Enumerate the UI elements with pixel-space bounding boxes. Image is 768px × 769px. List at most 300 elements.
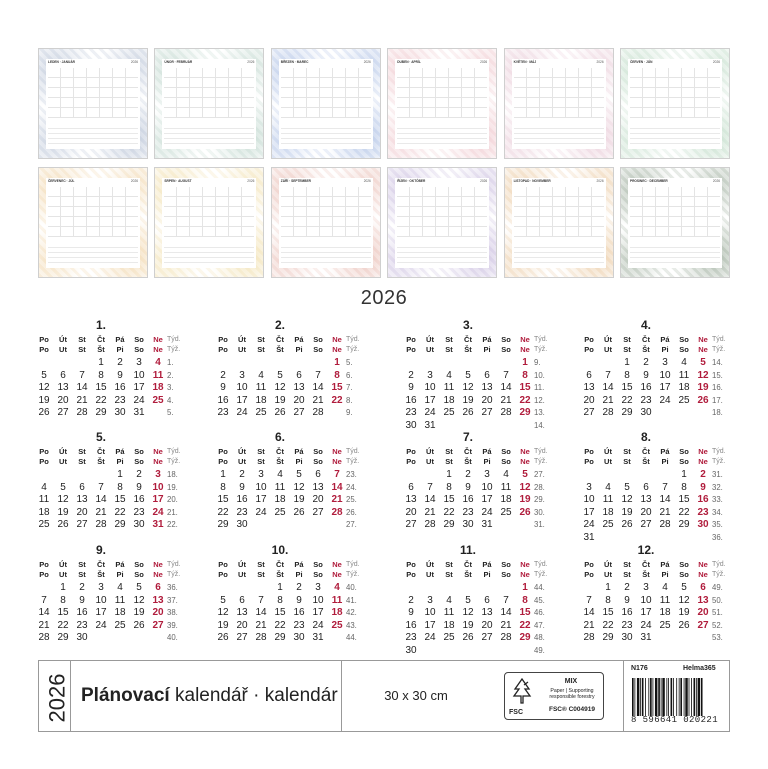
footer-bar	[38, 660, 730, 732]
weekday-header: Pi	[661, 457, 669, 466]
day-cell: 12	[621, 494, 633, 505]
weekday-header: Po	[406, 345, 416, 354]
weekday-header: Čt	[97, 447, 105, 456]
day-cell: 4	[681, 357, 687, 368]
weekday-header: So	[501, 447, 511, 456]
day-cell: 10	[133, 369, 145, 381]
day-cell: 14	[331, 481, 343, 493]
day-cell: 3	[427, 369, 433, 381]
day-cell: 30	[621, 632, 633, 643]
day-cell: 26	[274, 407, 286, 418]
barcode-bar	[671, 678, 673, 716]
weekday-header: Út	[59, 447, 67, 456]
day-cell: 19	[519, 494, 531, 505]
day-cell: 9	[624, 594, 630, 606]
day-cell: 10	[424, 382, 436, 393]
barcode-bar	[662, 678, 664, 716]
day-cell: 2	[643, 357, 649, 368]
weekday-header: Pá	[660, 560, 670, 569]
day-cell: 2	[408, 594, 414, 606]
day-cell: 21	[602, 394, 614, 406]
week-number-header: Týd.	[534, 336, 548, 343]
day-cell: 9	[408, 382, 414, 393]
day-cell: 17	[659, 382, 671, 393]
week-number: 5.	[167, 408, 174, 417]
day-cell: 29	[217, 519, 229, 530]
month-thumbnail	[271, 167, 381, 278]
week-number: 40.	[167, 633, 178, 642]
day-cell: 5	[41, 369, 47, 381]
day-cell: 9	[643, 369, 649, 381]
thumbnail-notes	[514, 243, 604, 265]
day-cell: 15	[114, 494, 126, 505]
day-cell: 19	[274, 394, 286, 406]
day-cell: 14	[659, 494, 671, 505]
weekday-header: Út	[604, 560, 612, 569]
day-cell: 24	[640, 619, 652, 631]
week-number: 26.	[346, 507, 357, 517]
day-cell: 10	[255, 481, 267, 493]
day-cell: 29	[57, 632, 69, 643]
day-cell: 23	[640, 394, 652, 406]
day-cell: 23	[405, 407, 417, 418]
day-cell: 13	[57, 382, 69, 393]
weekday-header: So	[501, 457, 511, 466]
day-cell: 22	[217, 506, 229, 518]
week-number: 1.	[167, 358, 174, 367]
day-cell: 26	[678, 619, 690, 631]
weekday-header: Ut	[604, 457, 612, 466]
day-cell: 6	[408, 481, 414, 493]
day-cell: 27	[697, 619, 709, 631]
weekday-header: Ut	[238, 457, 246, 466]
month-title: 5.	[95, 430, 106, 444]
week-number-header: Týd.	[712, 561, 726, 568]
weekday-header: So	[679, 345, 689, 354]
weekday-header: Út	[238, 447, 246, 456]
day-cell: 12	[462, 382, 474, 393]
week-number: 46.	[534, 608, 545, 617]
day-cell: 21	[331, 494, 343, 505]
day-cell: 11	[38, 494, 50, 505]
weekday-header: Pá	[115, 447, 125, 456]
month-thumbnail	[154, 48, 264, 159]
weekday-header: Pi	[116, 457, 124, 466]
month-thumbnail	[620, 167, 730, 278]
day-cell: 22	[602, 619, 614, 631]
thumbnail-grid	[48, 187, 138, 237]
thumbnail-label: PROSINEC · DECEMBER	[630, 179, 668, 183]
day-cell: 18	[114, 607, 126, 618]
day-cell: 2	[296, 582, 302, 593]
weekday-header: Pá	[294, 447, 304, 456]
day-cell: 17	[583, 506, 595, 518]
day-cell: 19	[678, 607, 690, 618]
day-cell: 25	[500, 506, 512, 518]
day-cell: 21	[500, 619, 512, 631]
day-cell: 1	[277, 582, 283, 593]
thumbnail-label: LISTOPAD · NOVEMBER	[513, 179, 551, 183]
day-cell: 11	[255, 382, 267, 393]
day-cell: 20	[152, 607, 164, 618]
day-cell: 19	[217, 619, 229, 631]
thumbnail-notes	[630, 124, 720, 146]
day-cell: 15	[602, 607, 614, 618]
week-number: 12.	[534, 395, 545, 405]
weekday-header: So	[313, 335, 323, 344]
weekday-header: So	[501, 570, 511, 579]
day-cell: 26	[519, 506, 531, 518]
barcode-bar	[680, 678, 682, 716]
week-number: 2.	[167, 370, 174, 380]
day-cell: 7	[98, 481, 104, 493]
week-number: 4.	[167, 395, 174, 405]
day-cell: 7	[662, 481, 668, 493]
weekday-header: St	[257, 447, 265, 456]
week-number-header: Týd.	[712, 448, 726, 455]
day-cell: 19	[462, 394, 474, 406]
barcode-bar	[666, 678, 667, 716]
weekday-header: Pá	[482, 560, 492, 569]
day-cell: 10	[640, 594, 652, 606]
weekday-header: St	[78, 345, 86, 354]
weekday-header: Út	[59, 335, 67, 344]
thumbnail-year: 2026	[363, 179, 371, 183]
week-number-header: Týž.	[712, 458, 726, 465]
day-cell: 16	[293, 607, 305, 618]
day-cell: 27	[76, 519, 88, 530]
day-cell: 22	[331, 394, 343, 406]
week-number: 50.	[712, 595, 723, 605]
weekday-header: St	[78, 457, 86, 466]
day-cell: 17	[312, 607, 324, 618]
weekday-header: Ut	[59, 345, 67, 354]
weekday-header: Pi	[483, 345, 491, 354]
thumbnail-grid	[514, 68, 604, 118]
weekday-header: Ut	[604, 345, 612, 354]
day-cell: 23	[217, 407, 229, 418]
day-cell: 5	[700, 357, 706, 368]
thumbnail-notes	[397, 243, 487, 265]
day-cell: 27	[481, 632, 493, 643]
day-cell: 9	[239, 481, 245, 493]
thumbnail-label: BŘEZEN · MAREC	[280, 60, 309, 64]
weekday-header: Út	[604, 335, 612, 344]
thumbnail-year: 2026	[363, 60, 371, 64]
weekday-header: Po	[584, 335, 594, 344]
weekday-header: Ne	[153, 457, 163, 466]
weekday-header: Ut	[238, 570, 246, 579]
thumbnail-year: 2026	[247, 179, 255, 183]
footer-year: 2026	[44, 673, 70, 723]
day-cell: 28	[95, 519, 107, 530]
day-cell: 11	[443, 382, 455, 393]
fsc-tree-icon	[511, 677, 533, 705]
week-number: 53.	[712, 633, 723, 642]
weekday-header: Po	[39, 457, 49, 466]
weekday-header: Pá	[482, 335, 492, 344]
day-cell: 8	[220, 481, 226, 493]
day-cell: 12	[293, 481, 305, 493]
day-cell: 13	[236, 607, 248, 618]
week-number: 47.	[534, 620, 545, 630]
day-cell: 26	[217, 632, 229, 643]
weekday-header: Po	[218, 570, 228, 579]
week-number: 18.	[167, 470, 178, 479]
day-cell: 19	[462, 619, 474, 631]
weekday-header: So	[134, 345, 144, 354]
weekday-header: So	[679, 570, 689, 579]
week-number-header: Týž.	[712, 571, 726, 578]
week-number: 49.	[712, 583, 723, 592]
weekday-header: Po	[218, 447, 228, 456]
day-cell: 7	[503, 369, 509, 381]
week-number: 23.	[346, 470, 357, 479]
day-cell: 5	[465, 594, 471, 606]
week-number: 41.	[346, 595, 357, 605]
thumbnail-grid	[630, 187, 720, 237]
month-thumbnail	[504, 167, 614, 278]
thumbnail-page	[46, 59, 140, 149]
day-cell: 25	[331, 619, 343, 631]
barcode-bar	[655, 678, 657, 716]
day-cell: 4	[117, 582, 123, 593]
weekday-header: Št	[276, 457, 284, 466]
weekday-header: Čt	[464, 560, 472, 569]
thumbnail-label: ÚNOR · FEBRUÁR	[164, 60, 193, 64]
weekday-header: Pá	[294, 560, 304, 569]
barcode-bar	[685, 678, 687, 716]
day-cell: 28	[602, 407, 614, 418]
thumbnail-strip	[38, 48, 730, 278]
day-cell: 13	[76, 494, 88, 505]
barcode-bar	[701, 678, 703, 716]
day-cell: 21	[312, 394, 324, 406]
day-cell: 20	[697, 607, 709, 618]
weekday-header: St	[445, 335, 453, 344]
day-cell: 12	[462, 607, 474, 618]
weekday-header: St	[623, 457, 631, 466]
product-size: 30 x 30 cm	[384, 688, 448, 703]
barcode-bar	[642, 678, 644, 716]
day-cell: 20	[57, 394, 69, 406]
weekday-header: Čt	[464, 447, 472, 456]
weekday-header: Št	[97, 457, 105, 466]
day-cell: 23	[621, 619, 633, 631]
day-cell: 31	[640, 632, 652, 643]
week-number: 27.	[534, 470, 545, 479]
day-cell: 14	[76, 382, 88, 393]
week-number: 44.	[346, 633, 357, 642]
day-cell: 7	[605, 369, 611, 381]
day-cell: 23	[236, 506, 248, 518]
thumbnail-notes	[48, 124, 138, 146]
month-thumbnail	[154, 167, 264, 278]
day-cell: 17	[424, 619, 436, 631]
weekday-header: Ut	[59, 570, 67, 579]
day-cell: 15	[57, 607, 69, 618]
month-thumbnail	[387, 48, 497, 159]
day-cell: 2	[79, 582, 85, 593]
week-number-header: Týd.	[346, 448, 360, 455]
day-cell: 3	[239, 369, 245, 381]
weekday-header: St	[445, 447, 453, 456]
day-cell: 30	[405, 419, 417, 431]
weekday-header: Čt	[642, 447, 650, 456]
weekday-header: So	[679, 457, 689, 466]
week-number: 43.	[346, 620, 357, 630]
weekday-header: Po	[218, 335, 228, 344]
weekday-header: Ne	[520, 570, 530, 579]
day-cell: 19	[38, 394, 50, 406]
day-cell: 18	[659, 607, 671, 618]
weekday-header: So	[501, 560, 511, 569]
weekday-header: Št	[642, 345, 650, 354]
day-cell: 28	[659, 519, 671, 530]
weekday-header: Ne	[332, 457, 342, 466]
weekday-header: Ne	[153, 447, 163, 456]
day-cell: 10	[659, 369, 671, 381]
weekday-header: St	[78, 447, 86, 456]
weekday-header: Čt	[276, 560, 284, 569]
day-cell: 6	[484, 594, 490, 606]
day-cell: 25	[38, 519, 50, 530]
day-cell: 14	[583, 607, 595, 618]
thumbnail-page	[279, 178, 373, 268]
barcode-bar	[650, 678, 652, 716]
day-cell: 11	[152, 369, 164, 381]
month-title: 9.	[95, 543, 106, 557]
day-cell: 15	[274, 607, 286, 618]
thumbnail-year: 2026	[247, 60, 255, 64]
day-cell: 10	[424, 607, 436, 618]
day-cell: 30	[133, 519, 145, 530]
day-cell: 24	[659, 394, 671, 406]
day-cell: 1	[98, 357, 104, 368]
day-cell: 16	[236, 494, 248, 505]
day-cell: 26	[133, 619, 145, 631]
barcode-bar	[684, 678, 685, 716]
day-cell: 25	[114, 619, 126, 631]
thumbnail-page	[628, 59, 722, 149]
weekday-header: Pi	[116, 570, 124, 579]
day-cell: 12	[57, 494, 69, 505]
day-cell: 24	[583, 519, 595, 530]
weekday-header: Ne	[698, 345, 708, 354]
weekday-header: Ne	[698, 570, 708, 579]
day-cell: 26	[38, 407, 50, 418]
weekday-header: Po	[218, 457, 228, 466]
day-cell: 19	[133, 607, 145, 618]
day-cell: 3	[662, 357, 668, 368]
day-cell: 18	[602, 506, 614, 518]
month-title: 1.	[95, 318, 106, 332]
weekday-header: St	[78, 335, 86, 344]
day-cell: 10	[236, 382, 248, 393]
weekday-header: Po	[406, 447, 416, 456]
day-cell: 11	[678, 369, 690, 381]
week-number: 37.	[167, 595, 178, 605]
day-cell: 27	[152, 619, 164, 631]
week-number: 16.	[712, 383, 723, 392]
day-cell: 4	[503, 469, 509, 480]
day-cell: 24	[152, 506, 164, 518]
day-cell: 26	[621, 519, 633, 530]
day-cell: 21	[38, 619, 50, 631]
day-cell: 4	[334, 582, 340, 593]
week-number: 20.	[167, 495, 178, 504]
day-cell: 1	[624, 357, 630, 368]
day-cell: 7	[315, 369, 321, 381]
weekday-header: Čt	[97, 560, 105, 569]
week-number: 24.	[346, 482, 357, 492]
week-number: 10.	[534, 370, 545, 380]
week-number-header: Týž.	[712, 346, 726, 353]
weekday-header: St	[445, 345, 453, 354]
weekday-header: St	[623, 447, 631, 456]
weekday-header: Čt	[642, 335, 650, 344]
week-number-header: Týd.	[167, 336, 181, 343]
weekday-header: Út	[238, 335, 246, 344]
month-title: 7.	[462, 430, 473, 444]
weekday-header: Po	[406, 570, 416, 579]
week-number: 29.	[534, 495, 545, 504]
day-cell: 5	[465, 369, 471, 381]
thumbnail-label: KVĚTEN · MÁJ	[513, 60, 537, 64]
day-cell: 30	[114, 407, 126, 418]
barcode-bar	[698, 678, 700, 716]
week-number: 51.	[712, 608, 723, 617]
barcode-bar	[637, 678, 639, 716]
day-cell: 15	[678, 494, 690, 505]
day-cell: 30	[462, 519, 474, 530]
weekday-header: Ne	[153, 560, 163, 569]
weekday-header: Čt	[642, 560, 650, 569]
day-cell: 23	[697, 506, 709, 518]
day-cell: 29	[621, 407, 633, 418]
day-cell: 27	[583, 407, 595, 418]
day-cell: 2	[136, 469, 142, 480]
day-cell: 29	[443, 519, 455, 530]
day-cell: 28	[331, 506, 343, 518]
barcode-bar	[645, 678, 646, 716]
day-cell: 16	[462, 494, 474, 505]
thumbnail-notes	[514, 124, 604, 146]
day-cell: 20	[293, 394, 305, 406]
weekday-header: St	[257, 335, 265, 344]
week-number: 11.	[534, 383, 545, 392]
week-number-header: Týž.	[534, 346, 548, 353]
day-cell: 13	[152, 594, 164, 606]
day-cell: 12	[519, 481, 531, 493]
weekday-header: Pá	[115, 335, 125, 344]
barcode-bar	[696, 678, 697, 716]
day-cell: 28	[424, 519, 436, 530]
day-cell: 2	[220, 369, 226, 381]
day-cell: 3	[586, 481, 592, 493]
day-cell: 1	[60, 582, 66, 593]
day-cell: 18	[443, 394, 455, 406]
day-cell: 25	[678, 394, 690, 406]
day-cell: 21	[95, 506, 107, 518]
weekday-header: Št	[642, 457, 650, 466]
week-number: 40.	[346, 583, 357, 592]
weekday-header: Pá	[660, 335, 670, 344]
day-cell: 6	[315, 469, 321, 480]
week-number: 32.	[712, 482, 723, 492]
day-cell: 29	[602, 632, 614, 643]
day-cell: 8	[60, 594, 66, 606]
